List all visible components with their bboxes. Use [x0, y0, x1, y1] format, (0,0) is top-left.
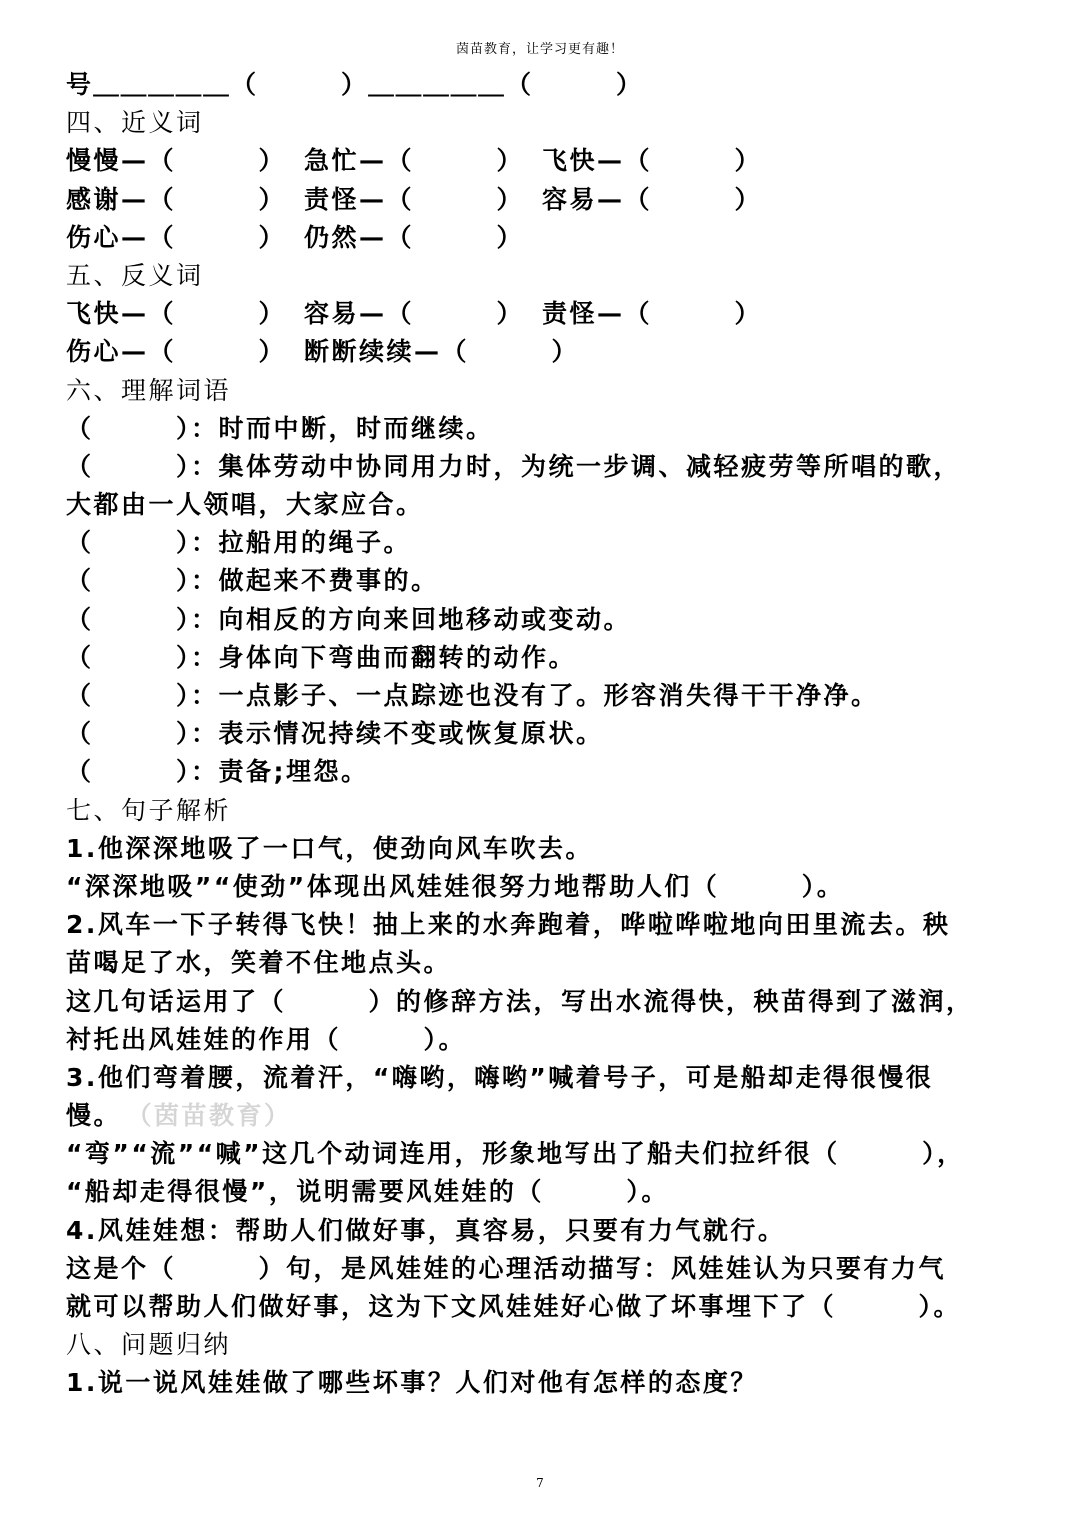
question-line: [66, 1097, 1016, 1135]
section-heading-antonyms: 五、反义词: [66, 260, 204, 290]
question-line: “船却走得很慢”，说明需要风娃娃的（ ）。: [66, 1177, 669, 1207]
question-line: 就可以帮助人们做好事，这为下文风娃娃好心做了坏事埋下了（ ）。: [66, 1292, 962, 1321]
question-line: 苗喝足了水，笑着不住地点头。: [66, 948, 452, 978]
synonym-row: [66, 181, 1016, 219]
antonym-item: 飞快—（ ）: [66, 299, 287, 329]
question-line: “深深地吸”“使劲”体现出风娃娃很努力地帮助人们（ ）。: [66, 871, 845, 901]
question-line: 2.风车一下子转得飞快！抽上来的水奔跑着，哗啦哗啦地向田里流去。秧: [66, 910, 951, 940]
antonym-item: 断断续续—（ ）: [304, 337, 580, 367]
antonym-row: [66, 333, 1016, 371]
watermark: （茵苗教育）: [139, 1101, 292, 1131]
synonym-item: 伤心—（ ）: [66, 222, 287, 252]
antonym-item: 伤心—（ ）: [66, 337, 287, 367]
definition-line: （ ）：责备;埋怨。: [66, 757, 369, 787]
text-line: 号＿＿＿＿＿（ ）＿＿＿＿＿（ ）: [66, 70, 644, 99]
section-heading-sentence-analysis: 七、句子解析: [66, 795, 232, 825]
definition-line: （ ）：身体向下弯曲而翻转的动作。: [66, 642, 577, 672]
synonym-item: 容易—（ ）: [542, 184, 763, 214]
definition-line: （ ）：时而中断，时而继续。: [66, 413, 494, 443]
definition-line: （ ）：拉船用的绳子。: [66, 528, 412, 558]
section-heading-summary: 八、问题归纳: [66, 1330, 232, 1360]
synonym-item: 慢慢—（ ）: [66, 146, 287, 176]
page-number: 7: [536, 1476, 544, 1490]
page-header: 茵苗教育，让学习更有趣！: [455, 42, 624, 57]
question-line: 3.他们弯着腰，流着汗，“嗨哟，嗨哟”喊着号子，可是船却走得很慢很: [66, 1062, 934, 1092]
question-line: 这几句话运用了（ ）的修辞方法，写出水流得快，秧苗得到了滋润，: [66, 986, 974, 1016]
definition-line: （ ）：向相反的方向来回地移动或变动。: [66, 604, 632, 634]
definition-line: （ ）：一点影子、一点踪迹也没有了。形容消失得干干净净。: [66, 681, 879, 710]
question-line: 1.说一说风娃娃做了哪些坏事？人们对他有怎样的态度？: [66, 1368, 758, 1398]
synonym-item: 责怪—（ ）: [304, 184, 525, 214]
synonym-item: 飞快—（ ）: [542, 146, 763, 176]
worksheet-content: [66, 66, 1016, 1403]
definition-line: 大都由一人领唱，大家应合。: [66, 490, 424, 520]
antonym-item: 容易—（ ）: [304, 299, 525, 329]
question-line: 这是个（ ）句，是风娃娃的心理活动描写：风娃娃认为只要有力气: [66, 1253, 947, 1283]
synonym-item: 急忙—（ ）: [304, 146, 525, 176]
section-heading-synonyms: 四、近义词: [66, 108, 204, 138]
definition-line: （ ）：做起来不费事的。: [66, 566, 439, 596]
question-line: 4.风娃娃想：帮助人们做好事，真容易，只要有力气就行。: [66, 1215, 786, 1245]
section-heading-word-meaning: 六、理解词语: [66, 375, 232, 405]
question-line: 衬托出风娃娃的作用（ ）。: [66, 1024, 467, 1054]
synonym-item: 感谢—（ ）: [66, 184, 287, 214]
antonym-item: 责怪—（ ）: [542, 299, 763, 329]
synonym-row: [66, 142, 1016, 180]
antonym-row: [66, 295, 1016, 333]
definition-line: （ ）：表示情况持续不变或恢复原状。: [66, 719, 604, 749]
synonym-row: [66, 219, 1016, 257]
question-text: 慢。: [66, 1101, 122, 1131]
question-line: “弯”“流”“喊”这几个动词连用，形象地写出了船夫们拉纤很（ ），: [66, 1139, 965, 1169]
question-line: 1.他深深地吸了一口气，使劲向风车吹去。: [66, 833, 593, 863]
definition-line: （ ）：集体劳动中协同用力时，为统一步调、减轻疲劳等所唱的歌，: [66, 451, 962, 481]
synonym-item: 仍然—（ ）: [304, 222, 525, 252]
